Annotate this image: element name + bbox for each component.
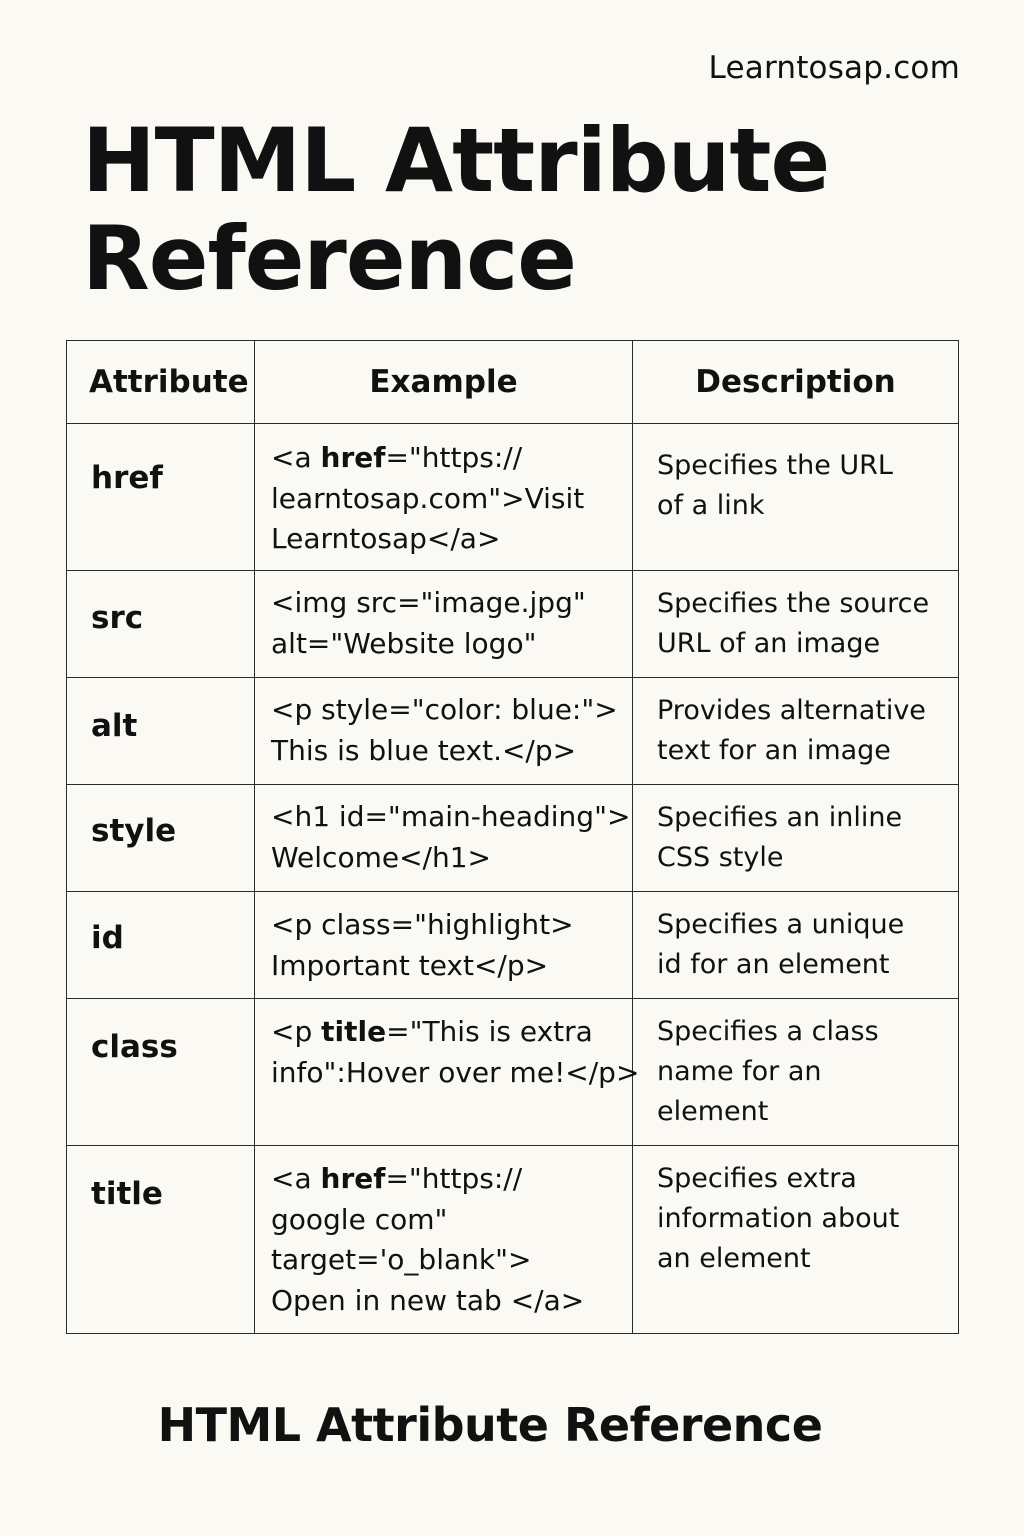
description-line: element	[657, 1096, 769, 1127]
description-line: URL of an image	[657, 628, 881, 659]
example-line: <p style="color: blue:">	[271, 693, 618, 726]
example-line: Learntosap</a>	[271, 522, 501, 555]
example-cell	[255, 1146, 633, 1334]
attribute-cell	[67, 999, 255, 1146]
example-line: target='o_blank">	[271, 1243, 532, 1276]
site-name: Learntosap.com	[708, 50, 960, 86]
example-line: <p class="highlight>	[271, 908, 574, 941]
example-line: Open in new tab </a>	[271, 1283, 585, 1317]
description-line: information about	[657, 1203, 900, 1234]
attribute-cell	[67, 785, 255, 892]
attribute-cell	[67, 571, 255, 678]
header-description: Description	[633, 341, 959, 424]
description-line: of a link	[657, 490, 765, 521]
title-line-2: Reference	[82, 207, 576, 310]
example-cell	[255, 424, 633, 571]
table-row	[67, 999, 959, 1146]
description-cell	[633, 785, 959, 892]
description-line: Specifies a unique	[657, 909, 905, 940]
example-line: This is blue text.</p>	[271, 733, 577, 767]
table-row	[67, 892, 959, 999]
page-title	[82, 109, 962, 310]
example-cell	[255, 892, 633, 999]
table-row	[67, 678, 959, 785]
description-line: Specifies an inline	[657, 802, 903, 833]
title-line-1: HTML Attribute	[82, 109, 830, 212]
attribute-cell	[67, 678, 255, 785]
table-row	[67, 424, 959, 571]
example-cell	[255, 571, 633, 678]
example-line: alt="Website logo"	[271, 626, 537, 660]
example-line: <img src="image.jpg"	[271, 586, 586, 619]
description-line: Specifies the source	[657, 588, 930, 619]
attribute-name: href	[91, 460, 163, 496]
table-row	[67, 571, 959, 678]
example-line: google com"	[271, 1202, 448, 1236]
attribute-cell	[67, 1146, 255, 1334]
attribute-name: style	[91, 813, 177, 849]
attribute-name: class	[91, 1029, 178, 1065]
description-line: Specifies extra	[657, 1163, 857, 1194]
example-cell	[255, 999, 640, 1146]
attribute-name: id	[91, 920, 124, 956]
example-line: Welcome</h1>	[271, 840, 491, 874]
table-row	[67, 785, 959, 892]
description-line: name for an	[657, 1056, 822, 1087]
description-cell	[633, 571, 959, 678]
description-line: Provides alternative	[657, 695, 926, 726]
table-header-row	[67, 341, 959, 424]
header-attribute: Attribute	[67, 341, 255, 424]
example-cell	[255, 678, 633, 785]
table-row	[67, 1146, 959, 1334]
example-cell	[255, 785, 633, 892]
description-line: Specifies the URL	[657, 450, 893, 481]
example-line: <a href="https://	[271, 1162, 523, 1195]
attribute-name: src	[91, 600, 144, 636]
attribute-table	[66, 340, 959, 1334]
description-line: an element	[657, 1243, 811, 1274]
description-cell	[633, 678, 959, 785]
attribute-cell	[67, 424, 255, 571]
description-cell	[633, 1146, 959, 1334]
footer-title: HTML Attribute Reference	[157, 1398, 823, 1452]
description-line: CSS style	[657, 842, 784, 873]
description-cell	[633, 424, 959, 571]
example-line: <h1 id="main-heading">	[271, 800, 631, 833]
attribute-cell	[67, 892, 255, 999]
example-line: info":Hover over me!</p>	[271, 1055, 640, 1089]
example-line: <a href="https://	[271, 441, 523, 474]
header-example: Example	[255, 341, 633, 424]
example-line: Important text</p>	[271, 948, 549, 982]
description-line: text for an image	[657, 735, 891, 766]
description-line: id for an element	[657, 949, 890, 980]
description-cell	[633, 999, 959, 1146]
attribute-name: alt	[91, 708, 138, 744]
description-line: Specifies a class	[657, 1016, 879, 1047]
attribute-name: title	[91, 1176, 163, 1212]
example-line: <p title="This is extra	[271, 1015, 593, 1048]
example-line: learntosap.com">Visit	[271, 481, 585, 515]
description-cell	[633, 892, 959, 999]
